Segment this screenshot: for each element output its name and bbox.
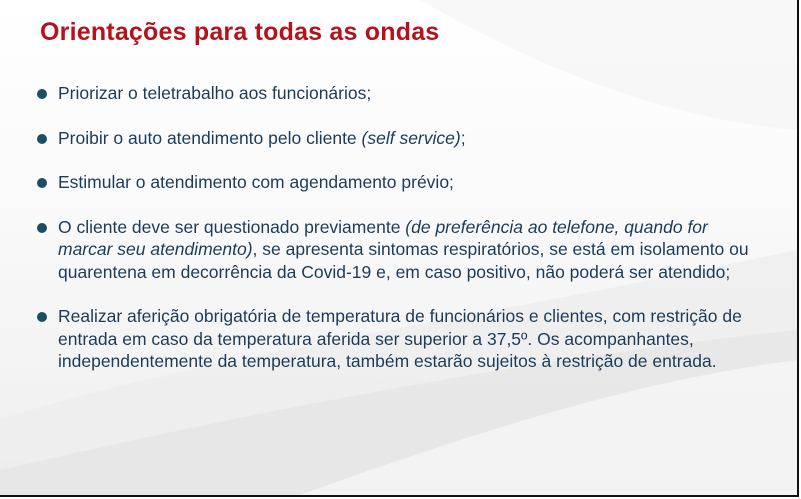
bullet-text: Realizar aferição obrigatória de temperatura de funcionários e clientes, com restrição de entrada em caso da temperatura aferida ser superior a 37,5º. Os acompanhantes, independentemente da temperatura, também estarão sujeitos à restrição de entrada. (58, 306, 742, 371)
bullet-dot-icon (37, 223, 47, 233)
list-item (34, 216, 754, 284)
bullet-text: Priorizar o teletrabalho aos funcionários; (58, 83, 372, 103)
list-item (34, 171, 754, 194)
list-item (34, 82, 754, 105)
bullet-dot-icon (37, 89, 47, 99)
bullet-text: O cliente deve ser questionado previamente (58, 216, 406, 237)
bullet-list (34, 82, 754, 395)
list-item (34, 305, 754, 373)
bullet-dot-icon (37, 312, 47, 322)
bullet-dot-icon (37, 178, 47, 188)
bullet-text: Estimular o atendimento com agendamento prévio; (58, 172, 454, 192)
bullet-dot-icon (37, 134, 47, 144)
page-title: Orientações para todas as ondas (40, 18, 440, 46)
bullet-text: Proibir o auto atendimento pelo cliente (58, 127, 362, 148)
bullet-text-end: ; (460, 127, 466, 148)
bullet-text-end: , se apresenta sintomas respiratórios, se está em isolamento ou quarentena em decorrência da Covid-19 e, em caso positivo, não poderá ser atendido; (58, 239, 749, 282)
list-item (34, 127, 754, 150)
bullet-italic-text: (self service) (361, 127, 461, 148)
bullet-italic-text: (de preferência ao telefone, quando for marcar seu atendimento) (58, 216, 708, 259)
